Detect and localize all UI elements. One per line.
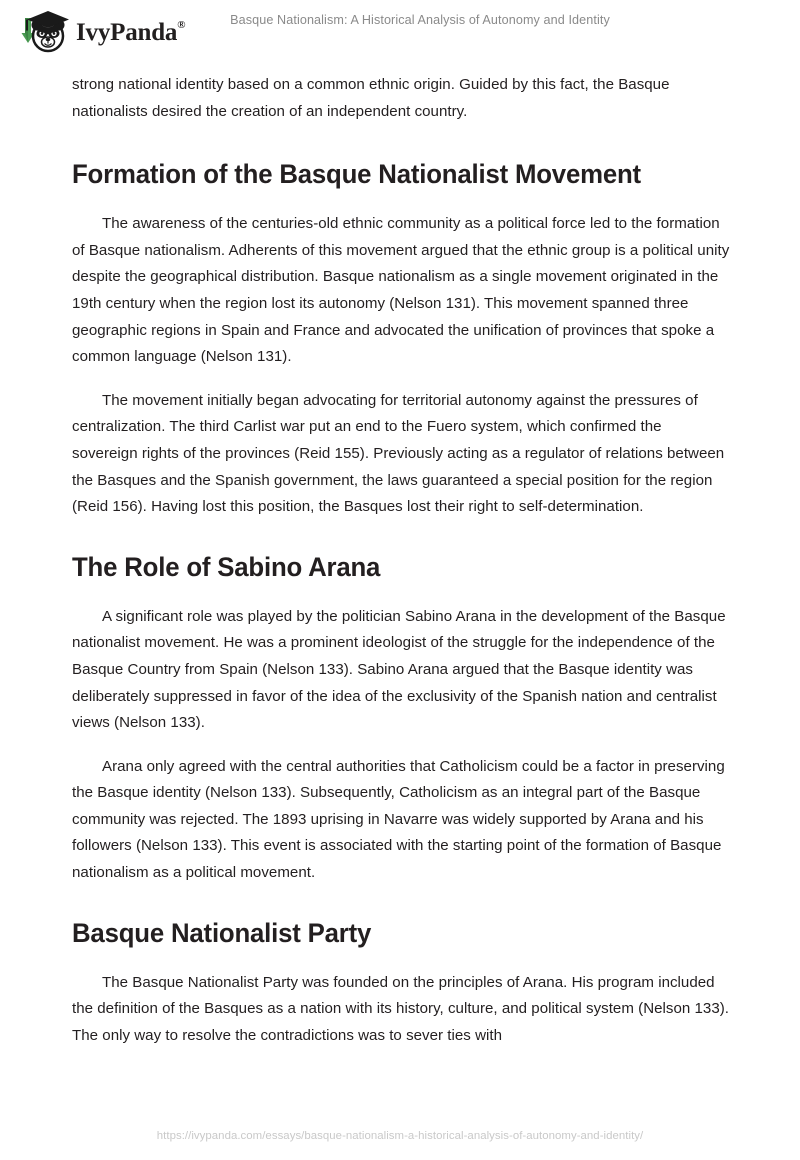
registered-mark: ® (177, 19, 186, 32)
heading-formation-of-the-basque-nationalist-movement: Formation of the Basque Nationalist Movement (72, 159, 641, 190)
heading-the-role-of-sabino-arana: The Role of Sabino Arana (72, 551, 381, 582)
brand-name-text: IvyPanda (76, 18, 178, 46)
page-header (0, 0, 800, 62)
paragraph-5: The Basque Nationalist Party was founded on the principles of Arana. His program included the definition of the Basques as a nation with its history, culture, and political system (Nelson 133). The only way to resolve the contradictions was to sever ties with (72, 973, 730, 1044)
paragraph-4: Arana only agreed with the central authorities that Catholicism could be a factor in preserving the Basque identity (Nelson 133). Subsequently, Catholicism as an integral part of the Basque community was rejected. The 1893 uprising in Navarre was widely supported by Arana and his followers (Nelson 133). This event is associated with the starting point of the formation of Basque nationalism as a political movement. (72, 757, 725, 882)
document-body (72, 72, 730, 1049)
page-footer (0, 1126, 800, 1144)
paragraph-1: The awareness of the centuries-old ethnic community as a political force led to the formation of Basque nationalism. Adherents of this movement argued that the ethnic group is a political unity despite the geographical distribution. Basque nationalism as a single movement originated in the 19th century when the region lost its autonomy (Nelson 131). This movement spanned three geographic regions in Spain and France and advocated the unification of provinces that spoke a common language (Nelson 131). (72, 215, 730, 366)
paragraph-3: A significant role was played by the politician Sabino Arana in the development of the Basque nationalist movement. He was a prominent ideologist of the struggle for the independence of the Basque Country from Spain (Nelson 133). Sabino Arana argued that the Basque identity was deliberately suppressed in favor of the idea of the exclusivity of the Spanish nation and centralist views (Nelson 133). (72, 607, 726, 732)
document-title-header: Basque Nationalism: A Historical Analysis of Autonomy and Identity (230, 13, 610, 27)
heading-basque-nationalist-party: Basque Nationalist Party (72, 917, 372, 948)
paragraph-2: The movement initially began advocating for territorial autonomy against the pressures of centralization. The third Carlist war put an end to the Fuero system, which confirmed the sovereign rights of the provinces (Reid 155). Previously acting as a regulator of relations between the Basques and the Spanish government, the laws guaranteed a special position for the region (Reid 156). Having lost this position, the Basques lost their right to self-determination. (72, 391, 725, 516)
footer-source-url[interactable]: https://ivypanda.com/essays/basque-nationalism-a-historical-analysis-of-autonomy-and-identity/ (156, 1130, 644, 1142)
paragraph-continued: strong national identity based on a common ethnic origin. Guided by this fact, the Basque nationalists desired the creation of an independent country. (72, 76, 670, 120)
